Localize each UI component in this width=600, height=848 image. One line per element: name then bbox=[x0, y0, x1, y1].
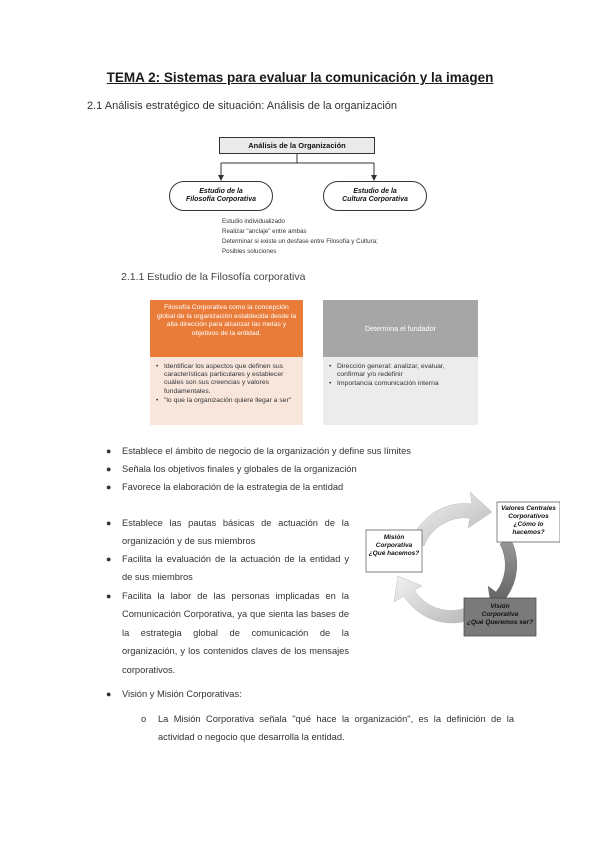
list-item bbox=[106, 685, 452, 703]
analysis-note: Determinar si existe un desfase entre Filosofía y Cultura; bbox=[222, 238, 378, 245]
sub-list-item-text: La Misión Corporativa señala "qué hace la organización", es la definición de la actividad o negocio que desarrolla la entidad. bbox=[158, 714, 514, 743]
analysis-notes bbox=[222, 217, 378, 257]
list-item bbox=[106, 550, 349, 587]
list-item bbox=[106, 478, 349, 496]
mision-line2: Corporativa bbox=[375, 542, 413, 549]
list-item-text: Favorece la elaboración de la estrategia de la entidad bbox=[122, 482, 344, 492]
culture-study-line1: Estudio de la bbox=[353, 187, 397, 195]
bullet-marker: ● bbox=[106, 554, 112, 564]
section-heading: 2.1 Análisis estratégico de situación: Análisis de la organización bbox=[87, 100, 398, 112]
founder-body bbox=[323, 357, 478, 425]
subsection-heading: 2.1.1 Estudio de la Filosofía corporativa bbox=[121, 271, 306, 283]
list-item-text: Establece las pautas básicas de actuación de la organización y de sus miembros bbox=[122, 518, 349, 547]
valores-line2: Corporativos bbox=[508, 513, 549, 520]
list-item bbox=[106, 514, 349, 551]
list-item bbox=[106, 587, 349, 679]
bullet-marker: ● bbox=[106, 482, 112, 492]
mision-label bbox=[366, 534, 422, 558]
bullet-marker: ● bbox=[106, 464, 112, 474]
vision-line1: Visión bbox=[490, 603, 510, 610]
cycle-arrow bbox=[394, 576, 470, 623]
philosophy-study-line2: Filosofía Corporativa bbox=[185, 196, 256, 203]
sub-bullet-marker: o bbox=[141, 714, 147, 724]
vision-label bbox=[464, 603, 536, 627]
founder-header: Determina el fundador bbox=[323, 300, 478, 357]
list-item-text: Facilita la evaluación de la actuación de la entidad y de sus miembros bbox=[122, 554, 349, 583]
list-item-text: Facilita la labor de las personas implicadas en la Comunicación Corporativa, ya que sienta las bases de la estrategia global de comunicación de la organización, y los contenidos claves de los mensajes corporativos. bbox=[122, 591, 349, 675]
philosophy-definition-body bbox=[150, 357, 303, 425]
page-title: TEMA 2: Sistemas para evaluar la comunicación y la imagen bbox=[106, 70, 494, 85]
list-item bbox=[106, 442, 452, 460]
analysis-note: Realizar "anclaje" entre ambas bbox=[222, 228, 307, 235]
analysis-note: Posibles soluciones bbox=[222, 248, 277, 255]
vision-line3: ¿Qué Queremos ser? bbox=[466, 619, 534, 626]
bullet-marker: ● bbox=[106, 446, 112, 456]
mision-line3: ¿Qué hacemos? bbox=[368, 550, 420, 557]
analysis-note: Estudio individualizado bbox=[222, 218, 285, 225]
analysis-root-box: Análisis de la Organización bbox=[219, 137, 375, 154]
valores-label bbox=[497, 505, 560, 537]
philosophy-study-oval bbox=[169, 181, 273, 211]
philosophy-study-line1: Estudio de la bbox=[199, 187, 243, 195]
list-item-text: Establece el ámbito de negocio de la organización y define sus límites bbox=[122, 446, 411, 456]
culture-study-oval bbox=[323, 181, 427, 211]
philosophy-item: • "lo que la organización quiere llegar a ser" bbox=[156, 397, 297, 405]
list-item bbox=[106, 460, 452, 478]
valores-line1: Valores Centrales bbox=[501, 505, 556, 512]
bullet-marker: ● bbox=[106, 518, 112, 528]
cycle-arrow bbox=[412, 492, 492, 546]
mision-line1: Misión bbox=[383, 534, 405, 541]
list-item-text: Visión y Misión Corporativas: bbox=[122, 689, 242, 699]
philosophy-item: • Identificar los aspectos que definen sus características particulares y establecer cuáles son sus creencias y valores fundamentales. bbox=[156, 363, 297, 396]
philosophy-definition-header: Filosofía Corporativa como la concepción global de la organización establecida desde la alta dirección para alcanzar las metas y objetivos de la entidad. bbox=[150, 300, 303, 357]
valores-line3: ¿Cómo lo hacemos? bbox=[512, 521, 545, 536]
bullet-marker: ● bbox=[106, 591, 112, 601]
bullet-marker: ● bbox=[106, 689, 112, 699]
list-item-text: Señala los objetivos finales y globales de la organización bbox=[122, 464, 357, 474]
founder-item: • Dirección general: analizar, evaluar, confirmar y/o redefinir bbox=[329, 363, 472, 379]
vision-line2: Corporativa bbox=[481, 611, 519, 618]
culture-study-line2: Cultura Corporativa bbox=[342, 196, 408, 203]
sub-list-item bbox=[141, 710, 514, 747]
founder-item: • Importancia comunicación interna bbox=[329, 380, 472, 388]
